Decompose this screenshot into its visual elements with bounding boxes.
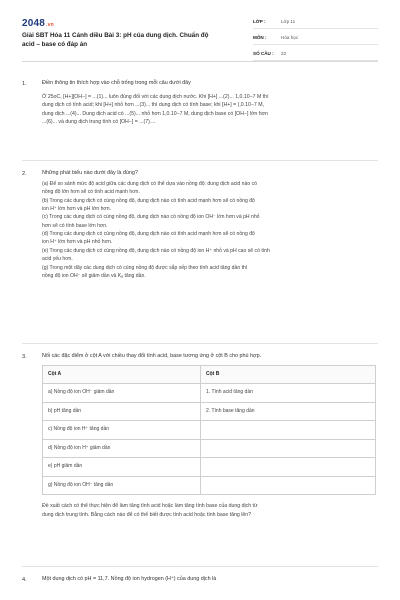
- question-3: [22, 353, 378, 520]
- answer-option: (e) Trong các dung dịch có cùng nồng độ, dung dịch nào có nồng độ ion H⁺ nhỏ và pH cao sẽ có tính: [42, 247, 270, 254]
- table-cell: d) Nồng độ ion H⁺ giảm dần: [43, 439, 201, 458]
- question-text: Một dung dịch có pH = 11,7. Nồng độ ion hydrogen (H⁺) của dung dịch là: [42, 576, 217, 582]
- answer-option: acid yếu hơn.: [42, 256, 73, 263]
- question-number: 1.: [22, 81, 27, 87]
- table-row: [43, 402, 376, 421]
- table-row: [43, 421, 376, 440]
- question-number: 3.: [22, 354, 27, 360]
- table-cell: [201, 439, 376, 458]
- question-number: 4.: [22, 577, 27, 583]
- table-cell: g) Nồng độ ion OH⁻ tăng dần: [43, 476, 201, 495]
- question-4: [22, 576, 378, 590]
- answer-option: nồng độ lớn hơn sẽ có tính acid mạnh hơn.: [42, 189, 140, 196]
- answer-option: ion H⁺ lớn hơn và pH lớn hơn.: [42, 205, 111, 212]
- divider: [22, 566, 378, 567]
- logo-text: 2048: [22, 18, 46, 29]
- table-cell: [201, 458, 376, 477]
- meta-value: 22: [281, 51, 287, 57]
- table-row: [43, 476, 376, 495]
- meta-label: LỚP :: [253, 19, 266, 25]
- answer-option: (c) Trong các dung dịch có cùng nồng độ, dung dịch nào có nồng độ ion OH⁻ lớn hơn và pH nhỏ: [42, 214, 260, 221]
- answer-option: (d) Trong các dung dịch có cùng nồng độ, dung dịch nào có tính acid mạnh hơn sẽ có nồng độ: [42, 231, 255, 238]
- meta-row-class: [253, 17, 378, 29]
- answer-option: (a) Để so sánh mức độ acid giữa các dung dịch có thể dựa vào nồng độ: dung dịch acid nào có: [42, 180, 257, 187]
- column-header: Cột B: [201, 365, 376, 384]
- table-cell: [201, 421, 376, 440]
- question-text: Nối các đặc điểm ở cột A với chiều thay đổi tính acid, base tương ứng ở cột B cho phù hợp.: [42, 353, 262, 359]
- question-2: [22, 170, 378, 281]
- answer-option: (b) Trong các dung dịch có cùng nồng độ, dung dịch nào có tính acid mạnh hơn sẽ có nồng độ: [42, 197, 255, 204]
- question-line: dung dịch có tính acid; khi [H+] nhỏ hơn ...(3)... thì dung dịch có tính base; khi [H+] = (,0.10−7 M,: [42, 102, 264, 109]
- question-text: Điền thông tin thích hợp vào chỗ trống trong mỗi câu dưới đây: [42, 80, 191, 86]
- question-line: Ở 25oC, [H+][OH−] = ...(1)... luôn đúng đối với các dung dịch nước. Khi [H+] ...(2)... 1,0.10−7 M thì: [42, 93, 269, 100]
- answer-option: (g) Trong một dãy các dung dịch có cùng nồng độ được sắp xếp theo tính acid tăng dần thì: [42, 264, 248, 271]
- table-row: [43, 458, 376, 477]
- logo-suffix: .vn: [46, 22, 54, 28]
- matching-table: [42, 365, 376, 496]
- column-header: Cột A: [43, 365, 201, 384]
- meta-label: MÔN :: [253, 35, 267, 41]
- meta-label: SỐ CÂU :: [253, 51, 274, 57]
- table-cell: 2. Tính base tăng dần: [201, 402, 376, 421]
- answer-option: nồng độ ion OH⁻ sẽ giảm dần và Kₐ tăng dần.: [42, 272, 146, 279]
- note-line: dung dịch trung tính. Bằng cách nào để có thể biết được tính acid hoặc tính base tăng lên?: [42, 511, 252, 518]
- question-1: [22, 80, 378, 128]
- table-cell: 1. Tính acid tăng dần: [201, 384, 376, 403]
- table-row: [43, 439, 376, 458]
- meta-value: Hóa học: [281, 35, 299, 41]
- divider: [22, 160, 378, 161]
- meta-row-subject: [253, 33, 378, 45]
- question-number: 2.: [22, 171, 27, 177]
- note-line: Đề xuất cách có thể thực hiện để làm tăng tính acid hoặc làm tăng tính base của dung dịch từ: [42, 503, 258, 510]
- question-line: dung dịch ...(4)... Dung dịch acid có ...(5)... nhỏ hơn 1,0.10−7 M, dung dịch base có [OH−] lớn hơn: [42, 110, 268, 117]
- question-text: Những phát biểu nào dưới đây là đúng?: [42, 170, 138, 176]
- table-cell: e) pH giảm dần: [43, 458, 201, 477]
- table-header-row: [43, 365, 376, 384]
- meta-row-count: [253, 49, 378, 61]
- document-title: Giải SBT Hóa 11 Cánh diều Bài 3: pH của dung dịch. Chuẩn độ acid – base có đáp án: [22, 32, 209, 48]
- site-logo[interactable]: [22, 17, 54, 32]
- answer-option: ion H⁺ lớn hơn và pH nhỏ hơn.: [42, 239, 113, 246]
- meta-info: [253, 17, 378, 65]
- divider: [22, 343, 378, 344]
- table-cell: b) pH tăng dần: [43, 402, 201, 421]
- meta-value: Lớp 11: [281, 19, 296, 25]
- question-line: ...(6)... và dung dịch trung tính có [OH−] = ...(7)....: [42, 119, 156, 126]
- table-row: [43, 384, 376, 403]
- answer-option: hơn sẽ có tính base lớn hơn.: [42, 222, 108, 229]
- table-cell: [201, 476, 376, 495]
- table-cell: a) Nồng độ ion OH⁻ giảm dần: [43, 384, 201, 403]
- table-cell: c) Nồng độ ion H⁺ tăng dần: [43, 421, 201, 440]
